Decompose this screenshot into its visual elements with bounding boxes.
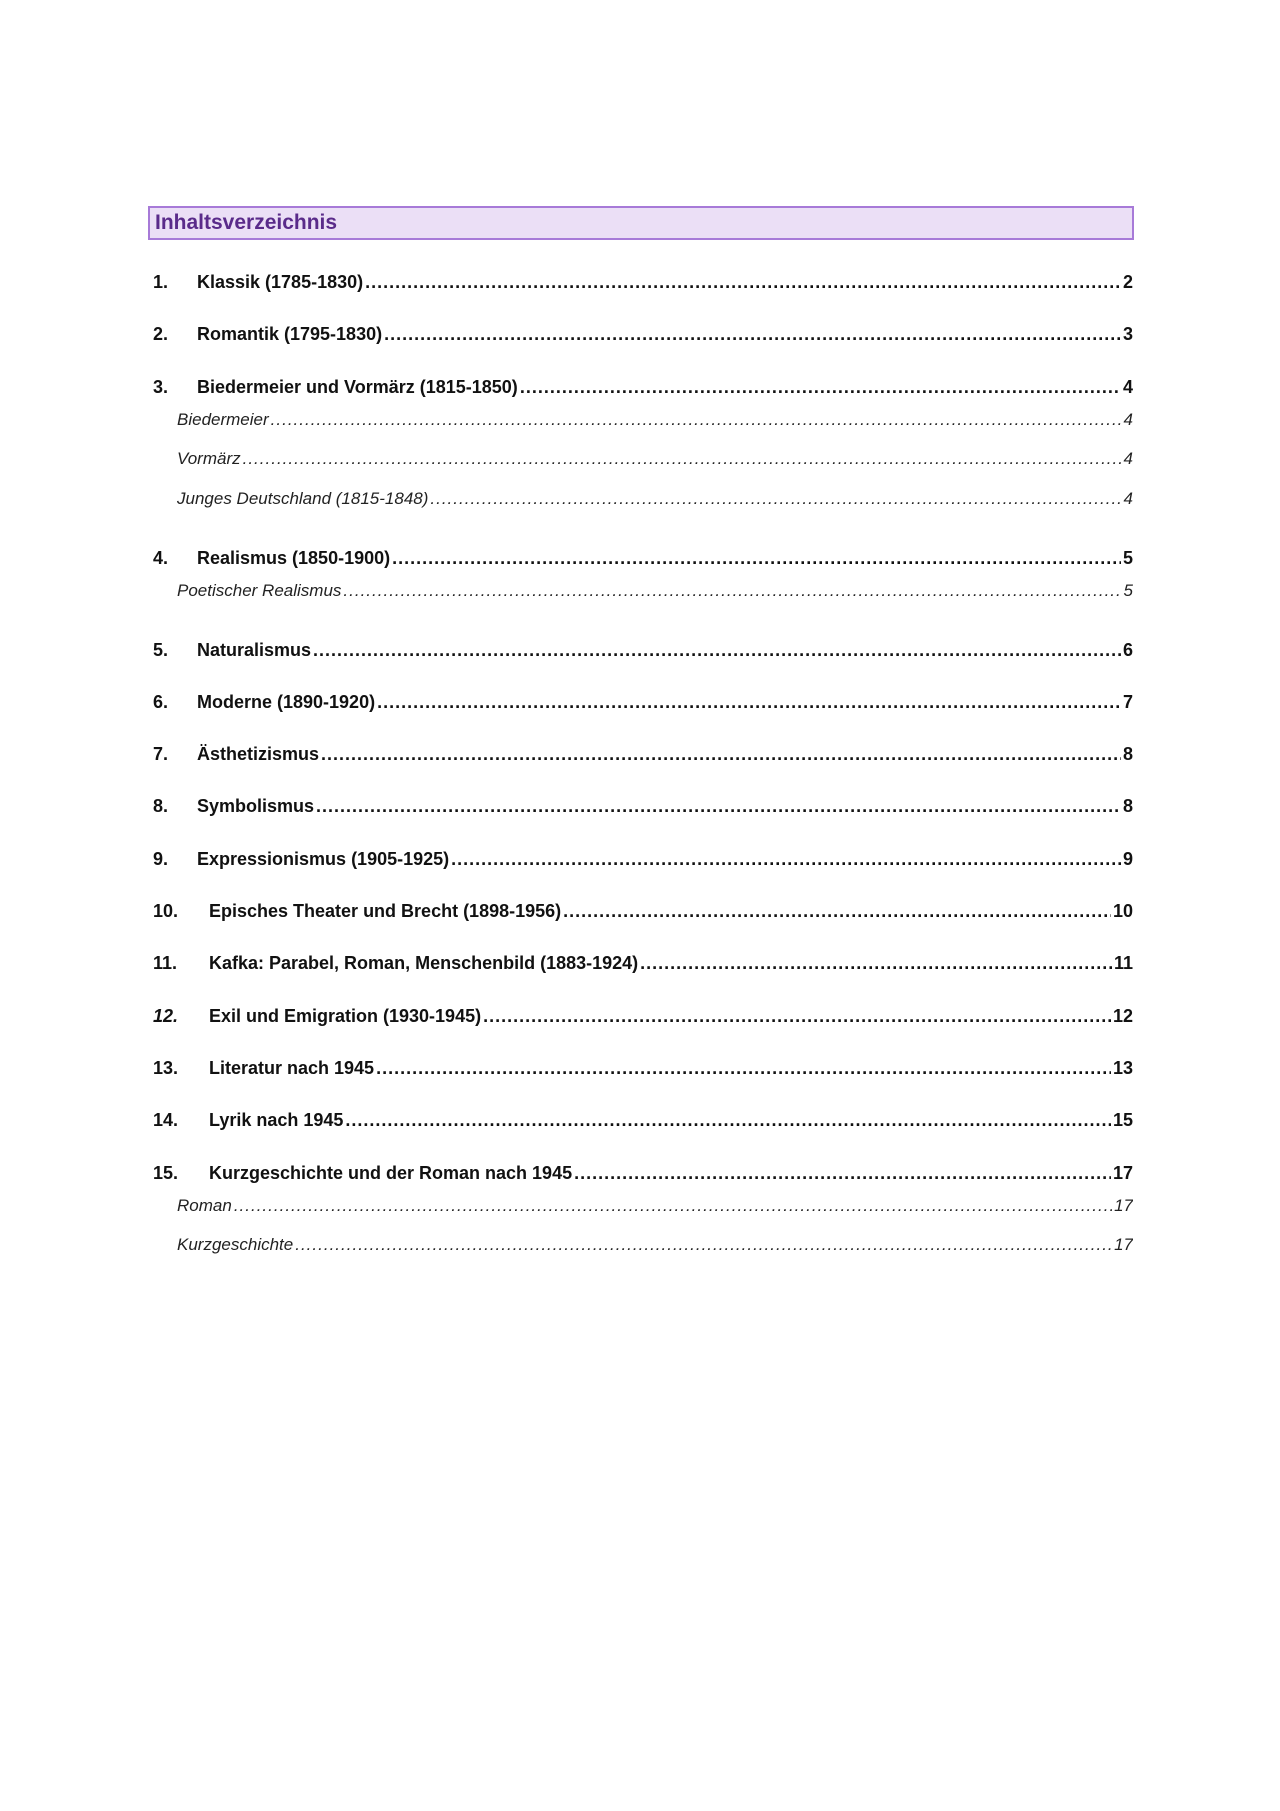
- toc-subentry[interactable]: [153, 408, 1133, 448]
- dot-leader: [483, 996, 1111, 1036]
- toc-entry-number: 10.: [153, 901, 179, 922]
- toc-entry-title: Literatur nach 1945: [209, 1057, 375, 1078]
- dot-leader: [313, 630, 1121, 670]
- toc-entry-title: Episches Theater und Brecht (1898-1956): [209, 901, 562, 922]
- dot-leader: [271, 408, 1122, 432]
- toc-entry-number: 4.: [153, 547, 169, 568]
- toc-subentry[interactable]: [153, 1194, 1133, 1234]
- toc-entry[interactable]: [153, 1100, 1133, 1152]
- toc-entry-title: Romantik (1795-1830): [197, 324, 383, 345]
- toc-entry-title: Expressionismus (1905-1925): [197, 848, 450, 869]
- toc-entry-title: Lyrik nach 1945: [209, 1110, 344, 1131]
- toc-entry[interactable]: [153, 682, 1133, 734]
- toc-entry[interactable]: [153, 262, 1133, 314]
- toc-entry-page: 8: [1122, 744, 1133, 765]
- toc-entry-title: Moderne (1890-1920): [197, 691, 376, 712]
- toc-entry-page: 17: [1112, 1162, 1133, 1183]
- toc-subentry-title: Roman: [177, 1195, 232, 1215]
- toc-entry-title: Exil und Emigration (1930-1945): [209, 1005, 482, 1026]
- toc-entry-title: Realismus (1850-1900): [197, 547, 391, 568]
- toc-heading: Inhaltsverzeichnis: [148, 206, 1134, 240]
- dot-leader: [243, 447, 1122, 471]
- toc-entry-page: 15: [1112, 1110, 1133, 1131]
- toc-subentry[interactable]: [153, 1233, 1133, 1273]
- toc-subentry-page: 5: [1123, 580, 1133, 600]
- toc-entry-number: 11.: [153, 953, 178, 974]
- toc-entry-page: 3: [1122, 324, 1133, 345]
- dot-leader: [574, 1153, 1111, 1193]
- toc-subentry[interactable]: [153, 447, 1133, 487]
- toc-subentry[interactable]: [153, 487, 1133, 538]
- dot-leader: [316, 786, 1121, 826]
- toc-entry[interactable]: [153, 891, 1133, 943]
- toc-entry-number: 8.: [153, 796, 169, 817]
- toc-entry[interactable]: [153, 1153, 1133, 1194]
- toc-subentry[interactable]: [153, 579, 1133, 630]
- dot-leader: [365, 262, 1121, 302]
- toc-subentry-title: Biedermeier: [177, 409, 269, 429]
- toc-subentry-page: 17: [1114, 1195, 1133, 1215]
- toc-subentry-page: 4: [1123, 409, 1133, 429]
- toc-entry-number: 7.: [153, 744, 169, 765]
- toc-entry-title: Kurzgeschichte und der Roman nach 1945: [209, 1162, 573, 1183]
- dot-leader: [384, 314, 1121, 354]
- dot-leader: [234, 1194, 1112, 1218]
- toc-entry-page: 12: [1112, 1005, 1133, 1026]
- dot-leader: [321, 734, 1121, 774]
- dot-leader: [343, 579, 1121, 603]
- toc-entry-page: 6: [1122, 639, 1133, 660]
- dot-leader: [376, 1048, 1111, 1088]
- toc-entry-title: Ästhetizismus: [197, 744, 320, 765]
- toc-subentry-page: 17: [1114, 1235, 1133, 1255]
- toc-entry-number: 12.: [153, 1005, 179, 1026]
- toc-entry[interactable]: [153, 538, 1133, 579]
- toc-entry[interactable]: [153, 734, 1133, 786]
- toc-entry-page: 7: [1122, 691, 1133, 712]
- toc-entry-page: 9: [1122, 848, 1133, 869]
- dot-leader: [295, 1233, 1112, 1257]
- toc-entry[interactable]: [153, 786, 1133, 838]
- toc-entry-number: 2.: [153, 324, 169, 345]
- dot-leader: [640, 943, 1112, 983]
- toc-subentry-page: 4: [1123, 488, 1133, 508]
- toc-entry-title: Kafka: Parabel, Roman, Menschenbild (1883-1924): [209, 953, 639, 974]
- toc-entry[interactable]: [153, 839, 1133, 891]
- toc-entry-title: Symbolismus: [197, 796, 315, 817]
- toc-entry-number: 14.: [153, 1110, 179, 1131]
- toc-subentry-title: Vormärz: [177, 449, 241, 469]
- dot-leader: [451, 839, 1121, 879]
- toc-entry-page: 2: [1122, 272, 1133, 292]
- toc-entry[interactable]: [153, 314, 1133, 366]
- toc-entry-page: 13: [1112, 1057, 1133, 1078]
- toc-subentry-title: Poetischer Realismus: [177, 580, 342, 600]
- toc-entry-number: 9.: [153, 848, 169, 869]
- dot-leader: [430, 487, 1121, 511]
- dot-leader: [563, 891, 1111, 931]
- toc-entry-page: 8: [1122, 796, 1133, 817]
- dot-leader: [392, 538, 1121, 578]
- table-of-contents: [153, 262, 1133, 1273]
- toc-subentry-page: 4: [1123, 449, 1133, 469]
- toc-entry[interactable]: [153, 943, 1133, 995]
- dot-leader: [377, 682, 1121, 722]
- toc-entry[interactable]: [153, 996, 1133, 1048]
- dot-leader: [520, 367, 1121, 407]
- toc-entry-number: 3.: [153, 376, 169, 397]
- toc-entry-title: Biedermeier und Vormärz (1815-1850): [197, 376, 518, 397]
- toc-subentry-title: Junges Deutschland (1815-1848): [177, 488, 429, 508]
- toc-entry-number: 5.: [153, 639, 169, 660]
- toc-entry-page: 5: [1122, 547, 1133, 568]
- toc-entry-page: 4: [1122, 376, 1133, 397]
- toc-entry-page: 11: [1113, 953, 1133, 974]
- toc-entry[interactable]: [153, 367, 1133, 408]
- toc-entry-title: Klassik (1785-1830): [197, 272, 364, 292]
- toc-entry-page: 10: [1112, 901, 1133, 922]
- toc-entry[interactable]: [153, 1048, 1133, 1100]
- toc-entry-number: 6.: [153, 691, 169, 712]
- toc-entry-title: Naturalismus: [197, 639, 312, 660]
- toc-entry-number: 15.: [153, 1162, 179, 1183]
- toc-entry-number: 13.: [153, 1057, 179, 1078]
- toc-entry-number: 1.: [153, 272, 169, 292]
- dot-leader: [345, 1100, 1111, 1140]
- toc-subentry-title: Kurzgeschichte: [177, 1235, 294, 1255]
- toc-entry[interactable]: [153, 630, 1133, 682]
